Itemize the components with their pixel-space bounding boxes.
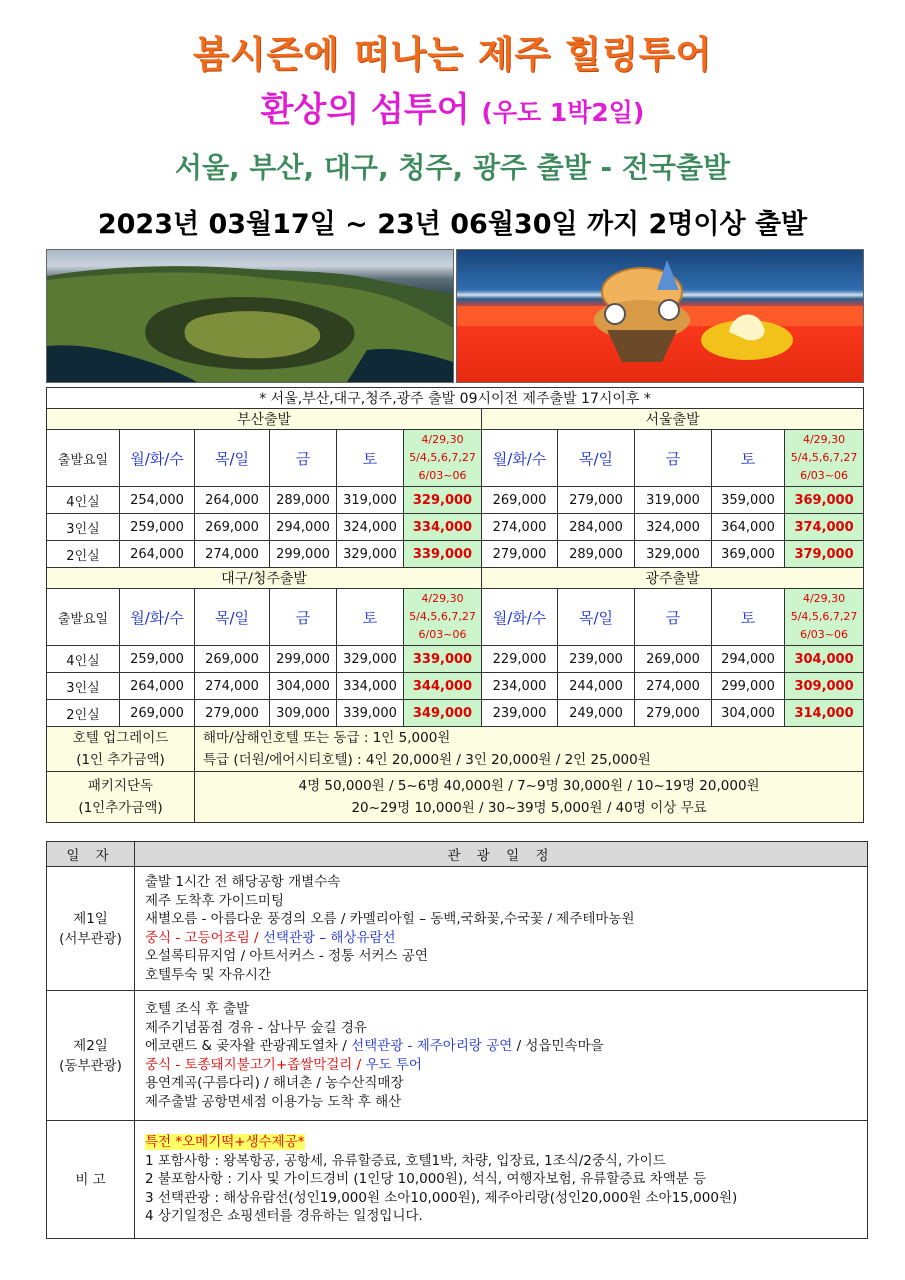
- sub-title-main: 환상의 섬투어: [260, 90, 470, 130]
- peak-date: 4/29,30: [421, 592, 464, 605]
- price-cell: 304,000: [712, 700, 785, 727]
- notes-content: 특전 *오메기떡+생수제공* 1 포함사항 : 왕복항공, 공항세, 유류할증료, 호텔1박, 차량, 입장료, 1조식/2중식, 가이드 2 불포함사항 : 기사 및 가이드경비 (1인당 10,000원), 석식, 여행자보험, 유류할증료 차액분 등 3 선택관광 : 해상유람선(성인19,000원 소아10,000원), 제주아리랑(성인20,000원 소아15,000원) 4 상기일정은 쇼핑센터를 경유하는 일정입니다.: [135, 1121, 868, 1239]
- day-header: 월/화/수: [120, 589, 195, 646]
- price-table: [46, 387, 864, 823]
- peak-price: 379,000: [785, 541, 864, 568]
- day-header: 금: [270, 430, 337, 487]
- package-solo-label: 패키지단독 (1인추가금액): [47, 772, 195, 823]
- price-cell: 324,000: [635, 514, 712, 541]
- price-cell: 284,000: [558, 514, 635, 541]
- price-cell: 299,000: [270, 646, 337, 673]
- price-cell: 339,000: [337, 700, 404, 727]
- price-cell: 299,000: [270, 541, 337, 568]
- price-cell: 364,000: [712, 514, 785, 541]
- peak-date: 5/4,5,6,7,27: [790, 451, 858, 464]
- peak-date-header: [404, 589, 482, 646]
- peak-date-header: [785, 430, 864, 487]
- day-header: 월/화/수: [482, 430, 558, 487]
- price-cell: 269,000: [120, 700, 195, 727]
- price-cell: 279,000: [558, 487, 635, 514]
- room-type-label: 2인실: [47, 541, 120, 568]
- price-cell: 289,000: [558, 541, 635, 568]
- price-cell: 279,000: [482, 541, 558, 568]
- package-solo-prices: 4명 50,000원 / 5~6명 40,000원 / 7~9명 30,000원 / 10~19명 20,000원 20~29명 10,000원 / 30~39명 5,000원 / 40명 이상 무료: [195, 772, 864, 823]
- plan-column-header: 관 광 일 정: [135, 842, 868, 867]
- day-header: 토: [337, 430, 404, 487]
- hotel-upgrade-label: 호텔 업그레이드 (1인 추가금액): [47, 727, 195, 772]
- day-header: 금: [635, 589, 712, 646]
- row-header-label: 출발요일: [47, 589, 120, 646]
- day2-label: 제2일 (동부관광): [47, 991, 135, 1121]
- price-cell: 279,000: [635, 700, 712, 727]
- price-cell: 329,000: [337, 541, 404, 568]
- price-cell: 309,000: [270, 700, 337, 727]
- hotel-upgrade-prices: 해마/삼해인호텔 또는 동급 : 1인 5,000원 특급 (더원/에어시티호텔) : 4인 20,000원 / 3인 20,000원 / 2인 25,000원: [195, 727, 864, 772]
- room-type-label: 3인실: [47, 673, 120, 700]
- peak-price: 314,000: [785, 700, 864, 727]
- room-type-label: 4인실: [47, 646, 120, 673]
- peak-date: 4/29,30: [802, 433, 846, 446]
- itinerary-table: [46, 841, 868, 1239]
- room-type-label: 3인실: [47, 514, 120, 541]
- price-cell: 279,000: [195, 700, 270, 727]
- dessert-photo: [456, 249, 864, 383]
- price-cell: 299,000: [712, 673, 785, 700]
- peak-price: 374,000: [785, 514, 864, 541]
- price-cell: 244,000: [558, 673, 635, 700]
- region-header: 대구/청주출발: [47, 568, 482, 589]
- day-header: 금: [635, 430, 712, 487]
- day1-itinerary: 출발 1시간 전 해당공항 개별수속 제주 도착후 가이드미팅 새별오름 - 아름다운 풍경의 오름 / 카멜리아힐 – 동백,국화꽃,수국꽃 / 제주테마농원 중식 - 고등어조림 / 선택관광 – 해상유람선 오설록티뮤지엄 / 아트서커스 - 정통 서커스 공연 호텔투숙 및 자유시간: [135, 867, 868, 991]
- room-type-label: 4인실: [47, 487, 120, 514]
- day-header: 목/일: [558, 430, 635, 487]
- price-cell: 324,000: [337, 514, 404, 541]
- price-cell: 329,000: [337, 646, 404, 673]
- price-cell: 294,000: [270, 514, 337, 541]
- peak-price: 344,000: [404, 673, 482, 700]
- peak-price: 349,000: [404, 700, 482, 727]
- day-header: 목/일: [195, 589, 270, 646]
- price-cell: 289,000: [270, 487, 337, 514]
- price-cell: 259,000: [120, 646, 195, 673]
- peak-date: 5/4,5,6,7,27: [409, 610, 476, 623]
- sub-title: [0, 82, 905, 131]
- row-header-label: 출발요일: [47, 430, 120, 487]
- price-cell: 274,000: [195, 673, 270, 700]
- island-aerial-photo: [46, 249, 454, 383]
- price-cell: 319,000: [337, 487, 404, 514]
- price-cell: 269,000: [195, 646, 270, 673]
- price-cell: 239,000: [482, 700, 558, 727]
- price-cell: 329,000: [635, 541, 712, 568]
- region-header: 부산출발: [47, 409, 482, 430]
- price-cell: 249,000: [558, 700, 635, 727]
- price-cell: 264,000: [195, 487, 270, 514]
- price-cell: 269,000: [482, 487, 558, 514]
- day-header: 월/화/수: [482, 589, 558, 646]
- peak-price: 334,000: [404, 514, 482, 541]
- peak-date: 4/29,30: [802, 592, 846, 605]
- dessert-illustration: [457, 250, 863, 382]
- day-header: 토: [712, 589, 785, 646]
- peak-date: 5/4,5,6,7,27: [409, 451, 476, 464]
- price-cell: 304,000: [270, 673, 337, 700]
- price-cell: 269,000: [635, 646, 712, 673]
- island-aerial-illustration: [47, 250, 453, 382]
- tour-period: 2023년 03월17일 ~ 23년 06월30일 까지 2명이상 출발: [97, 209, 808, 240]
- price-cell: 369,000: [712, 541, 785, 568]
- peak-price: 369,000: [785, 487, 864, 514]
- peak-date: 5/4,5,6,7,27: [790, 610, 858, 623]
- notes-label: 비 고: [47, 1121, 135, 1239]
- price-cell: 294,000: [712, 646, 785, 673]
- sub-title-detail: (우도 1박2일): [481, 98, 645, 127]
- day-header: 목/일: [195, 430, 270, 487]
- day-header: 월/화/수: [120, 430, 195, 487]
- room-type-label: 2인실: [47, 700, 120, 727]
- peak-price: 304,000: [785, 646, 864, 673]
- price-cell: 359,000: [712, 487, 785, 514]
- day-header: 토: [337, 589, 404, 646]
- day-column-header: 일 자: [47, 842, 135, 867]
- departure-time-note: * 서울,부산,대구,청주,광주 출발 09시이전 제주출발 17시이후 *: [47, 388, 864, 409]
- price-cell: 229,000: [482, 646, 558, 673]
- price-cell: 274,000: [195, 541, 270, 568]
- main-title: 봄시즌에 떠나는 제주 힐링투어: [192, 33, 713, 76]
- region-header: 광주출발: [482, 568, 864, 589]
- price-cell: 269,000: [195, 514, 270, 541]
- peak-date-header: [785, 589, 864, 646]
- price-cell: 334,000: [337, 673, 404, 700]
- special-offer: 특전 *오메기떡+생수제공*: [145, 1134, 305, 1151]
- price-cell: 259,000: [120, 514, 195, 541]
- price-cell: 254,000: [120, 487, 195, 514]
- peak-date: 4/29,30: [421, 433, 464, 446]
- day-header: 금: [270, 589, 337, 646]
- day-header: 토: [712, 430, 785, 487]
- day1-label: 제1일 (서부관광): [47, 867, 135, 991]
- price-cell: 234,000: [482, 673, 558, 700]
- peak-date: 6/03~06: [418, 628, 467, 641]
- price-cell: 274,000: [482, 514, 558, 541]
- peak-date-header: [404, 430, 482, 487]
- peak-date: 6/03~06: [800, 469, 849, 482]
- peak-price: 339,000: [404, 541, 482, 568]
- price-cell: 274,000: [635, 673, 712, 700]
- peak-price: 339,000: [404, 646, 482, 673]
- peak-price: 329,000: [404, 487, 482, 514]
- price-cell: 264,000: [120, 673, 195, 700]
- region-header: 서울출발: [482, 409, 864, 430]
- price-cell: 264,000: [120, 541, 195, 568]
- day2-itinerary: 호텔 조식 후 출발 제주기념품점 경유 - 삼나무 숲길 경유 에코랜드 & 곶자왈 관광궤도열차 / 선택관광 - 제주아리랑 공연 / 성읍민속마을 중식 - 토종돼지불고기+좁쌀막걸리 / 우도 투어 용연계곡(구름다리) / 해녀촌 / 농수산직매장 제주출발 공항면세점 이용가능 도착 후 해산: [135, 991, 868, 1121]
- departure-cities: 서울, 부산, 대구, 청주, 광주 출발 - 전국출발: [174, 151, 731, 184]
- peak-date: 6/03~06: [800, 628, 849, 641]
- price-cell: 319,000: [635, 487, 712, 514]
- peak-date: 6/03~06: [418, 469, 467, 482]
- peak-price: 309,000: [785, 673, 864, 700]
- price-cell: 239,000: [558, 646, 635, 673]
- day-header: 목/일: [558, 589, 635, 646]
